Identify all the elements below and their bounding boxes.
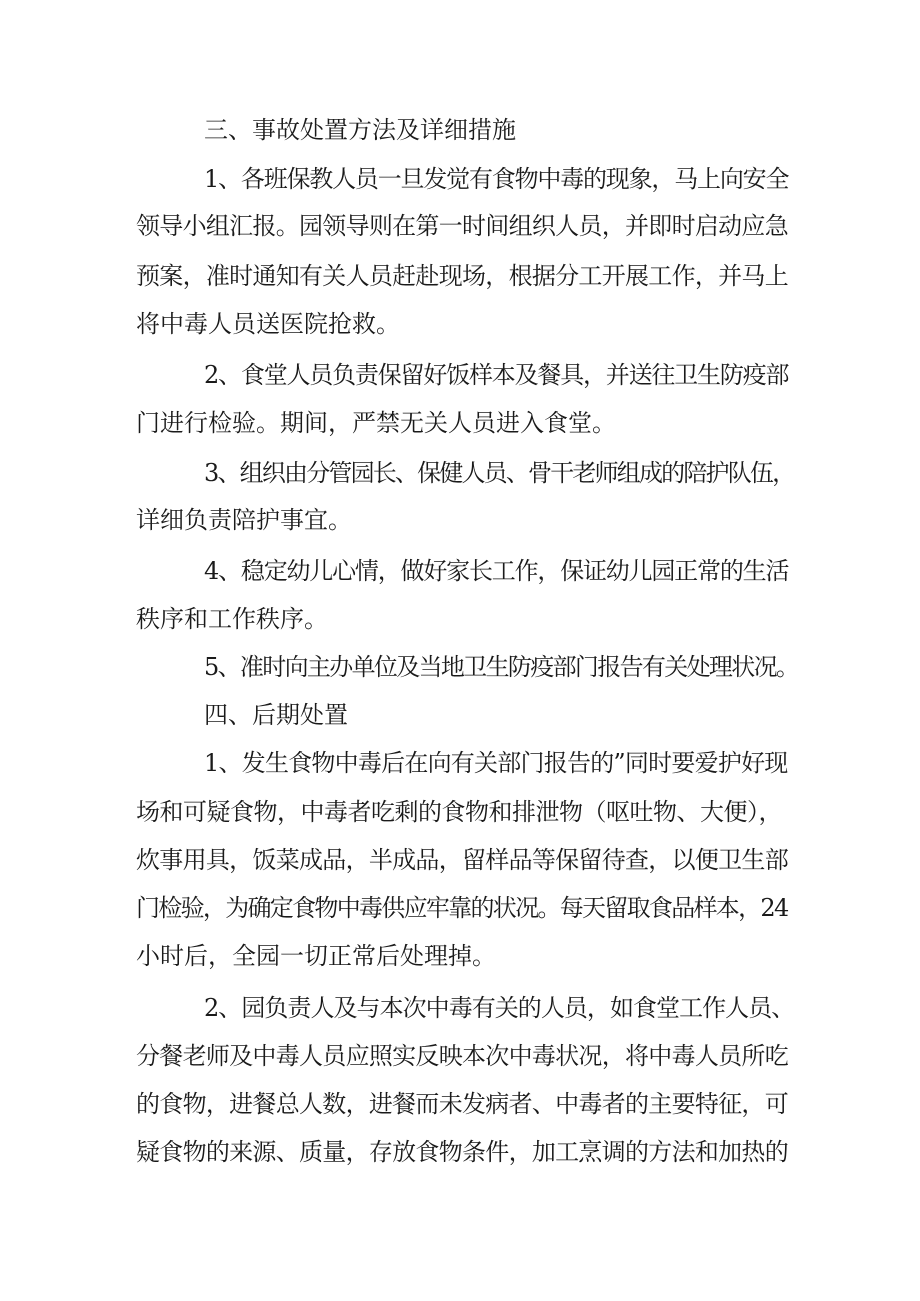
item-3-1-line-3: 预案，准时通知有关人员赶赴现场，根据分工开展工作，并马上 — [136, 262, 788, 290]
item-3-2-line-1: 2、食堂人员负责保留好饭样本及餐具，并送往卫生防疫部 — [204, 361, 789, 389]
item-4-2-line-3: 的食物，进餐总人数，进餐而未发病者、中毒者的主要特征，可 — [136, 1090, 788, 1118]
item-3-1-line-4: 将中毒人员送医院抢救。 — [136, 310, 400, 338]
item-3-3-line-2: 详细负责陪护事宜。 — [136, 506, 352, 534]
item-3-2-line-2: 门进行检验。期间，严禁无关人员进入食堂。 — [136, 409, 616, 437]
item-4-2-line-4: 疑食物的来源、质量，存放食物条件，加工烹调的方法和加热的 — [136, 1138, 788, 1166]
item-4-1-line-5: 小时后，全园一切正常后处理掉。 — [136, 942, 496, 970]
item-4-1-line-4: 门检验，为确定食物中毒供应牢靠的状况。每天留取食品样本，24 — [136, 894, 788, 922]
item-4-1-line-2: 场和可疑食物，中毒者吃剩的食物和排泄物（呕吐物、大便）， — [136, 798, 782, 826]
item-3-1-line-2: 领导小组汇报。园领导则在第一时间组织人员，并即时启动应急 — [136, 212, 788, 240]
item-4-1-line-3: 炊事用具，饭菜成品，半成品，留样品等保留待查，以便卫生部 — [136, 846, 788, 874]
item-4-2-line-2: 分餐老师及中毒人员应照实反映本次中毒状况，将中毒人员所吃 — [136, 1042, 788, 1070]
item-3-3-line-1: 3、组织由分管园长、保健人员、骨干老师组成的陪护队伍， — [204, 459, 795, 487]
item-3-1-line-1: 1、各班保教人员一旦发觉有食物中毒的现象，马上向安全 — [204, 165, 789, 193]
item-3-5-line-1: 5、准时向主办单位及当地卫生防疫部门报告有关处理状况。 — [204, 653, 799, 681]
section-heading-3: 三、事故处置方法及详细措施 — [204, 116, 516, 144]
item-4-2-line-1: 2、园负责人及与本次中毒有关的人员，如食堂工作人员、 — [204, 994, 795, 1022]
section-heading-4: 四、后期处置 — [204, 701, 348, 729]
item-3-4-line-2: 秩序和工作秩序。 — [136, 605, 328, 633]
item-3-4-line-1: 4、稳定幼儿心情，做好家长工作，保证幼儿园正常的生活 — [204, 557, 789, 585]
item-4-1-line-1: 1、发生食物中毒后在向有关部门报告的”同时要爱护好现 — [204, 749, 788, 777]
